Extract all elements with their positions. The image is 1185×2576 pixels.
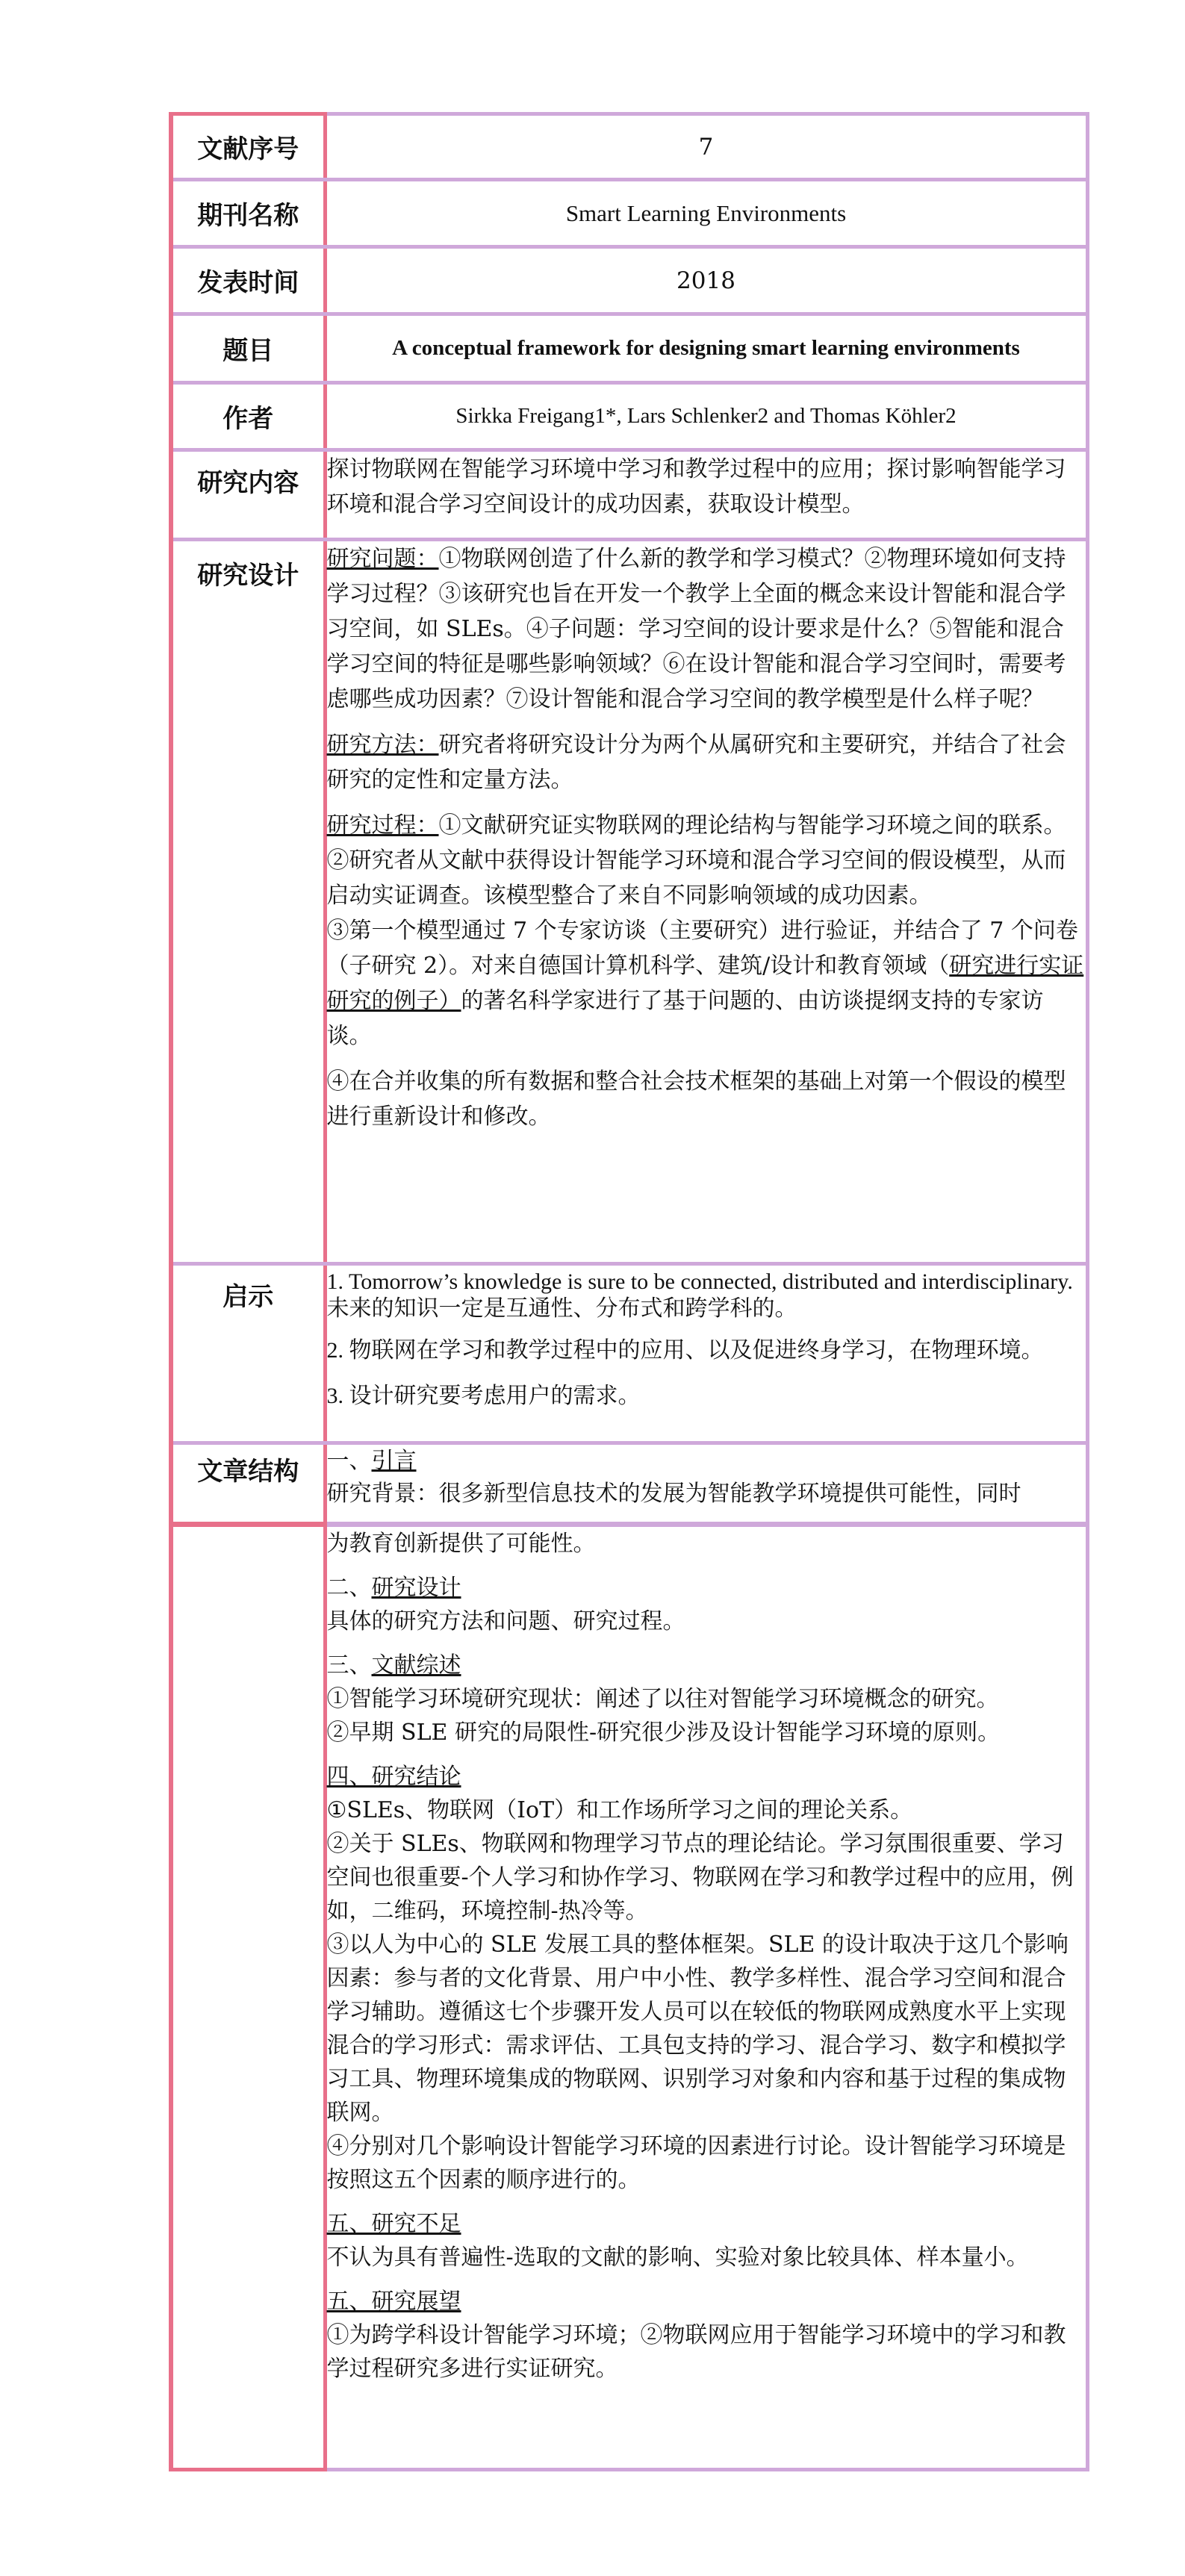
label-empty xyxy=(171,1525,325,2470)
label-author: 作者 xyxy=(171,383,325,450)
research-questions-heading: 研究问题： xyxy=(326,546,439,572)
research-questions-text: ①物联网创造了什么新的教学和学习模式？②物理环境如何支持学习过程？③该研究也旨在开发一个教学上全面的概念来设计智能和混合学习空间，如 SLEs。④子问题：学习空间的设计要求是什么？⑤智能和混合学习空间的特征是哪些影响领域？⑥在设计智能和混合学习空间时，需要考虑哪些成功因素？⑦设计智能和混合学习空间的教学模型是什么样子呢？ xyxy=(326,546,1066,712)
row-title xyxy=(171,314,1087,383)
section-4-item-2: ②关于 SLEs、物联网和物理学习节点的理论结论。学习氛围很重要、学习空间也很重要-个人学习和协作学习、物联网在学习和教学过程中的应用，例如，二维码，环境控制-热冷等。 xyxy=(326,1831,1074,1924)
label-journal: 期刊名称 xyxy=(171,180,325,247)
section-3-num: 三、 xyxy=(326,1652,372,1679)
section-2 xyxy=(327,1571,1086,1605)
insight-2: 2. 物联网在学习和教学过程中的应用、以及促进终身学习，在物理环境。 xyxy=(326,1338,1044,1363)
research-process-heading: 研究过程： xyxy=(326,812,439,839)
label-insights xyxy=(171,1264,325,1443)
label-article-structure-text: 文章结构 xyxy=(197,1457,299,1487)
section-3-heading: 文献综述 xyxy=(371,1652,461,1679)
value-doc-number: 7 xyxy=(325,114,1087,180)
value-article-structure-continued xyxy=(325,1525,1087,2470)
section-3-item-2: ②早期 SLE 研究的局限性-研究很少涉及设计智能学习环境的原则。 xyxy=(326,1720,1001,1746)
value-author: Sirkka Freigang1*, Lars Schlenker2 and Thomas Köhler2 xyxy=(325,383,1087,450)
section-1-continued: 为教育创新提供了可能性。 xyxy=(326,1531,596,1557)
row-insights xyxy=(171,1264,1087,1443)
section-1 xyxy=(327,1445,1086,1478)
research-process-step-3 xyxy=(327,913,1086,1054)
row-research-design xyxy=(171,540,1087,1264)
value-journal: Smart Learning Environments xyxy=(325,180,1087,247)
row-journal xyxy=(171,180,1087,247)
insight-1: 1. Tomorrow’s knowledge is sure to be connected, distributed and interdisciplinary.未来的知识一定是互通性、分布式和跨学科的。 xyxy=(326,1269,1073,1321)
section-4-item-1: ①SLEs、物联网（IoT）和工作场所学习之间的理论关系。 xyxy=(326,1797,913,1823)
research-methods-heading: 研究方法： xyxy=(326,732,439,758)
section-6-heading: 五、研究展望 xyxy=(326,2289,461,2315)
section-2-heading: 研究设计 xyxy=(371,1575,461,1601)
section-5-heading: 五、研究不足 xyxy=(326,2211,461,2237)
label-doc-number: 文献序号 xyxy=(171,114,325,180)
research-process-step-2: ②研究者从文献中获得设计智能学习环境和混合学习空间的假设模型，从而启动实证调查。该模型整合了来自不同影响领域的成功因素。 xyxy=(326,847,1066,909)
value-research-design xyxy=(325,540,1087,1264)
label-publish-date: 发表时间 xyxy=(171,247,325,314)
section-4-heading: 四、研究结论 xyxy=(326,1764,461,1790)
row-article-structure xyxy=(171,1443,1087,1524)
literature-table-1 xyxy=(169,112,1089,1525)
label-article-structure xyxy=(171,1443,325,1524)
label-title: 题目 xyxy=(171,314,325,383)
section-3-item-1: ①智能学习环境研究现状：阐述了以往对智能学习环境概念的研究。 xyxy=(326,1686,999,1712)
value-publish-date: 2018 xyxy=(325,247,1087,314)
value-article-structure xyxy=(325,1443,1087,1524)
research-process-step-4: ④在合并收集的所有数据和整合社会技术框架的基础上对第一个假设的模型进行重新设计和修改。 xyxy=(326,1068,1066,1130)
label-research-content-text: 研究内容 xyxy=(197,468,299,498)
research-process-step-3b: 的著名科学家进行了基于问题的、由访谈提纲支持的专家访谈。 xyxy=(326,988,1044,1049)
label-insights-text: 启示 xyxy=(223,1282,274,1312)
insight-3: 3. 设计研究要考虑用户的需求。 xyxy=(326,1384,641,1408)
research-process-step-3a: ③第一个模型通过 7 个专家访谈（主要研究）进行验证，并结合了 7 个问卷（子研究 2）。对来自德国计算机科学、建筑/设计和教育领域（ xyxy=(326,918,1078,979)
section-5-text: 不认为具有普遍性-选取的文献的影响、实验对象比较具体、样本量小。 xyxy=(326,2244,1029,2271)
section-1-text: 研究背景：很多新型信息技术的发展为智能教学环境提供可能性，同时 xyxy=(326,1481,1021,1507)
section-2-text: 具体的研究方法和问题、研究过程。 xyxy=(326,1608,685,1634)
section-4-item-4: ④分别对几个影响设计智能学习环境的因素进行讨论。设计智能学习环境是按照这五个因素的顺序进行的。 xyxy=(326,2133,1066,2193)
research-process-step-1: ①文献研究证实物联网的理论结构与智能学习环境之间的联系。 xyxy=(438,812,1066,839)
row-doc-number xyxy=(171,114,1087,180)
label-research-design-text: 研究设计 xyxy=(197,561,299,591)
value-research-content: 探讨物联网在智能学习环境中学习和教学过程中的应用；探讨影响智能学习环境和混合学习空间设计的成功因素，获取设计模型。 xyxy=(325,450,1087,540)
literature-table-2 xyxy=(169,1523,1089,2471)
research-process xyxy=(327,808,1086,843)
section-1-heading: 引言 xyxy=(371,1448,417,1474)
row-author xyxy=(171,383,1087,450)
research-process-step-3-underlined: 研究进行实证研究的例子） xyxy=(326,953,1084,1014)
research-questions xyxy=(327,541,1086,717)
research-methods xyxy=(327,727,1086,797)
row-research-content xyxy=(171,450,1087,540)
section-4-item-3: ③以人为中心的 SLE 发展工具的整体框架。SLE 的设计取决于这几个影响因素：参与者的文化背景、用户中小性、教学多样性、混合学习空间和混合学习辅助。遵循这七个步骤开发人员可以在较低的物联网成熟度水平上实现混合的学习形式：需求评估、工具包支持的学习、混合学习、数字和模拟学习工具、物理环境集成的物联网、识别学习对象和内容和基于过程的集成物联网。 xyxy=(326,1932,1069,2126)
section-3 xyxy=(327,1649,1086,1682)
label-research-content xyxy=(171,450,325,540)
section-1-num: 一、 xyxy=(326,1448,372,1474)
label-research-design xyxy=(171,540,325,1264)
research-methods-text: 研究者将研究设计分为两个从属研究和主要研究，并结合了社会研究的定性和定量方法。 xyxy=(326,732,1066,793)
section-6-text: ①为跨学科设计智能学习环境；②物联网应用于智能学习环境中的学习和教学过程研究多进行实证研究。 xyxy=(326,2322,1066,2382)
row-article-structure-continued xyxy=(171,1525,1087,2470)
value-title: A conceptual framework for designing smart learning environments xyxy=(325,314,1087,383)
row-publish-date xyxy=(171,247,1087,314)
section-2-num: 二、 xyxy=(326,1575,372,1601)
value-insights xyxy=(325,1264,1087,1443)
